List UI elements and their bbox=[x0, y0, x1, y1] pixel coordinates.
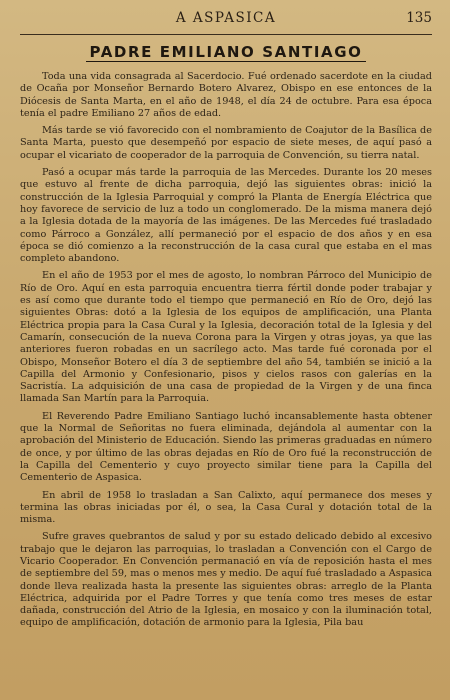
paragraph-normal-school: El Reverendo Padre Emiliano Santiago luchó incansablemente hasta obtener que la Normal de Señoritas no fuera eliminada, dejándola al aumentar con la aprobación del Ministerio de Educación. Siendo las primeras graduadas en número de once, y por último de las obras dejadas en Río de Oro fué la reconstrucción de la Capilla del Cementerio y cuyo proyecto similar tiene para la Capilla del Cementerio de Aspasica. bbox=[20, 410, 432, 484]
paragraph-coadjutor: Más tarde se vió favorecido con el nombramiento de Coajutor de la Basílica de Santa Marta, puesto que desempeñó por espacio de siete meses, de aquí pasó a ocupar el vicariato de cooperador de la parroquia de Convención, su tierra natal. bbox=[20, 125, 432, 161]
article-title: PADRE EMILIANO SANTIAGO bbox=[86, 43, 367, 62]
paragraph-aspasica: Sufre graves quebrantos de salud y por su estado delicado debido al excesivo trabajo que le dejaron las parroquias, lo trasladan a Convención con el Cargo de Vicario Cooperador. En Convención permanació en vía de reposición hasta el mes de septiembre del 59, mas o menos mes y medio. De aquí fué trasladado a Aspasica donde lleva realizada hasta la presente las siguientes obras: arreglo de la Planta Eléctrica, adquirida por el Padre Torres y que tenía como tres meses de estar dañada, construcción del Atrio de la Iglesia, en mosaico y con la iluminación total, equipo de amplificación, dotación de armonio para la Iglesia, Pila bau bbox=[20, 531, 432, 629]
header-rule bbox=[20, 34, 432, 35]
paragraph-las-mercedes: Pasó a ocupar más tarde la parroquia de las Mercedes. Durante los 20 meses que estuvo al frente de dicha parroquia, dejó las siguientes obras: inició la construcción de la Iglesia Parroquial y compró la Planta de Energía Eléctrica que hoy favorece de servicio de luz a todo un conglomerado. De la misma manera dejó a la Iglesia dotada de la mayoría de las imágenes. De las Mercedes fué trasladado como Párroco a González, allí permaneció por el espacio de dos años y en esa época se dió comienzo a la reconstrucción de la casa cural que estaba en el mas completo abandono. bbox=[20, 167, 432, 265]
paragraph-rio-de-oro: En el año de 1953 por el mes de agosto, lo nombran Párroco del Municipio de Río de Oro. Aquí en esta parroquia encuentra tierra fértil donde poder trabajar y es así como que durante todo el tiempo que permaneció en Río de Oro, dejó las siguientes Obras: dotó a la Iglesia de los equipos de amplificación, una Planta Eléctrica propia para la Casa Cural y la Iglesia, decoración total de la Iglesia y del Camarín, consecución de la nueva Corona para la Virgen y otras joyas, ya que las anteriores fueron robadas en un sacrílego acto. Mas tarde fué coronada por el Obispo, Monseñor Botero el día 3 de septiembre del año 54, también se inició a la Capilla del Armonio y Confesionario, pisos y cielos rasos con galerías en la Sacristía. La adquisición de una casa de propiedad de la Virgen y de una finca llamada San Martín para la Parroquia. bbox=[20, 270, 432, 405]
running-head-title: A ASPASICA bbox=[175, 10, 277, 26]
page-number: 135 bbox=[406, 10, 432, 26]
article-title-block bbox=[20, 43, 432, 61]
running-header bbox=[20, 10, 432, 32]
article-body bbox=[20, 71, 432, 630]
paragraph-ordination: Toda una vida consagrada al Sacerdocio. Fué ordenado sacerdote en la ciudad de Ocaña por Monseñor Bernardo Botero Alvarez, Obispo en ese entonces de la Diócesis de Santa Marta, en el año de 1948, el día 24 de octubre. Para esa época tenía el padre Emiliano 27 años de edad. bbox=[20, 71, 432, 119]
paragraph-san-calixto: En abril de 1958 lo trasladan a San Calixto, aquí permanece dos meses y termina las obras iniciadas por él, o sea, la Casa Cural y dotación total de la misma. bbox=[20, 489, 432, 526]
